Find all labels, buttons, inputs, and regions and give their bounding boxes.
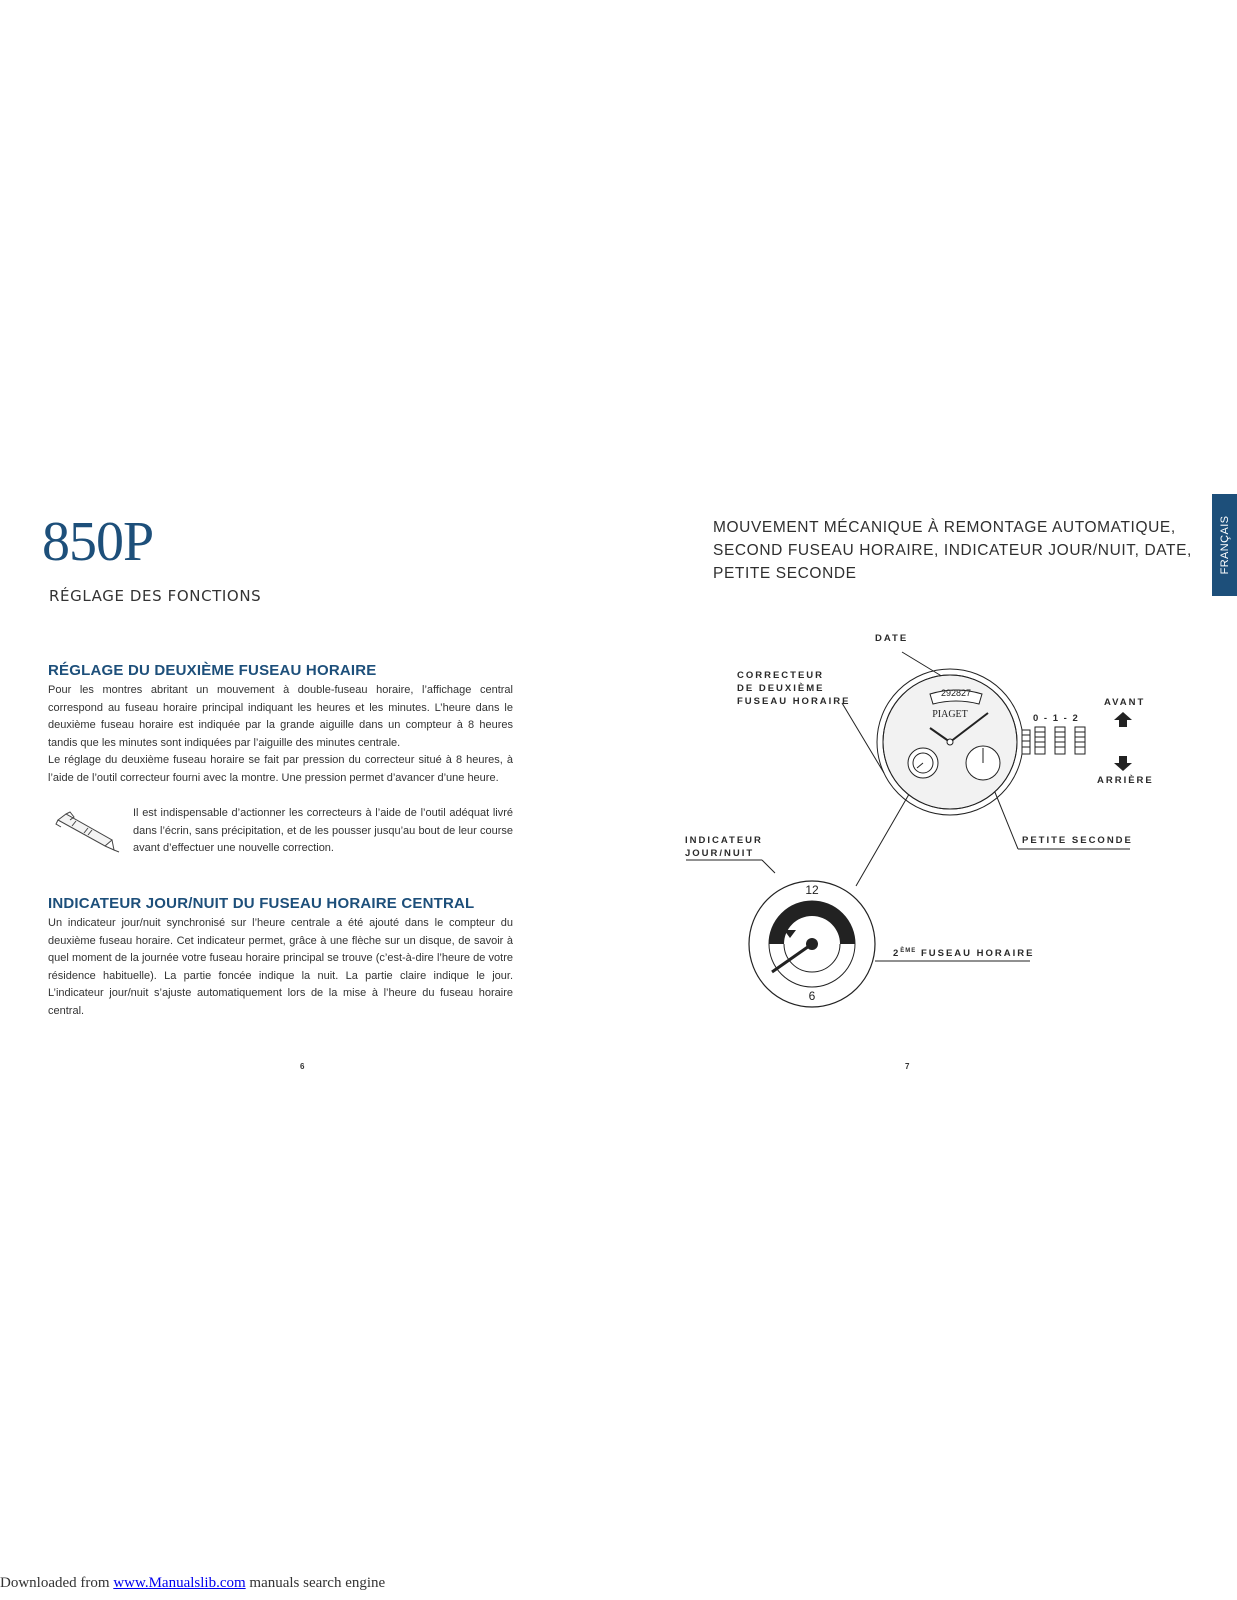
label-indicateur: [685, 834, 763, 860]
footer-suffix: manuals search engine: [245, 1575, 386, 1591]
brand-logo: PIAGET: [932, 709, 968, 720]
label-date: DATE: [875, 633, 909, 644]
section-heading-second-timezone: RÉGLAGE DU DEUXIÈME FUSEAU HORAIRE: [48, 662, 377, 679]
date-number: 29: [940, 688, 951, 698]
section-heading-day-night: INDICATEUR JOUR/NUIT DU FUSEAU HORAIRE CENTRAL: [48, 895, 475, 912]
label-arriere: ARRIÈRE: [1097, 775, 1154, 786]
indicateur-leader-line: [762, 860, 775, 873]
title-line: SECOND FUSEAU HORAIRE, INDICATEUR JOUR/NUIT, DATE,: [713, 542, 1192, 559]
title-line: PETITE SECONDE: [713, 565, 857, 582]
label-suffix: FUSEAU HORAIRE: [916, 948, 1035, 960]
date-number: 28: [950, 688, 961, 698]
title-line: MOUVEMENT MÉCANIQUE À REMONTAGE AUTOMATIQUE,: [713, 519, 1176, 536]
arrow-down-icon: [1114, 756, 1132, 771]
counter-12: 12: [805, 883, 819, 897]
label-line: INDICATEUR: [685, 835, 763, 846]
counter-6: 6: [808, 989, 816, 1003]
correcteur-leader-line: [842, 703, 884, 773]
download-footer: [0, 1575, 385, 1592]
label-petite-seconde: PETITE SECONDE: [1022, 835, 1133, 846]
label-line: DE DEUXIÈME: [737, 683, 825, 694]
paragraph: Pour les montres abritant un mouvement à double-fuseau horaire, l’affichage central correspond au fuseau horaire principal indiquant les heures et les minutes. L’heure dans le deuxième fuseau horaire est indiquée par la grande aiguille dans un compteur à 8 heures tandis que les minutes sont indiquées par l’aiguille des minutes centrale.: [48, 684, 513, 749]
crown-position-icons: [1035, 727, 1085, 754]
label-second-timezone: [893, 945, 1034, 960]
paragraph: Le réglage du deuxième fuseau horaire se fait par pression du correcteur situé à 8 heures, à l’aide de l’outil correcteur fourni avec la montre. Une pression permet d’avancer d’une heure.: [48, 754, 513, 784]
label-crown-positions: 0 - 1 - 2: [1033, 713, 1080, 724]
page-number-left: 6: [300, 1062, 305, 1071]
second-timezone-hand: [772, 944, 812, 972]
section-body-day-night: Un indicateur jour/nuit synchronisé sur l’heure centrale a été ajouté dans le compteur du deuxième fuseau horaire. Cet indicateur permet, grâce à une flèche sur un disque, de savoir à quel moment de la journée votre fuseau horaire principal se trouve (c’est-à-dire l’heure de votre résidence habituelle). La partie foncée indique la nuit. La partie claire indique le jour. L’indicateur jour/nuit s’ajuste automatiquement lors de la mise à l’heure du fuseau horaire central.: [48, 917, 513, 1017]
note-text: Il est indispensable d’actionner les correcteurs à l’aide de l’outil adéquat livré dans l’écrin, sans précipitation, et de les pousser jusqu’au bout de leur course avant d’effectuer une nouvelle correction.: [133, 807, 513, 855]
label-correcteur: [737, 669, 851, 708]
page-number-right: 7: [905, 1062, 910, 1071]
label-line: CORRECTEUR: [737, 670, 825, 681]
manualslib-link[interactable]: www.Manualslib.com: [113, 1575, 246, 1591]
crown: [1022, 730, 1030, 754]
label-superscript: ÈME: [900, 948, 917, 954]
page-subtitle: RÉGLAGE DES FONCTIONS: [49, 587, 262, 605]
label-avant: AVANT: [1104, 697, 1146, 708]
arrow-up-icon: [1114, 712, 1132, 727]
label-line: JOUR/NUIT: [685, 848, 755, 859]
model-number: 850P: [42, 511, 154, 573]
footer-prefix: Downloaded from: [0, 1575, 114, 1591]
night-half: [769, 901, 855, 944]
date-window-numbers: [931, 688, 981, 698]
label-line: FUSEAU HORAIRE: [737, 696, 851, 707]
label-prefix: 2: [893, 948, 901, 960]
date-number: 27: [961, 688, 972, 698]
language-tab-label: FRANÇAIS: [1218, 515, 1231, 575]
